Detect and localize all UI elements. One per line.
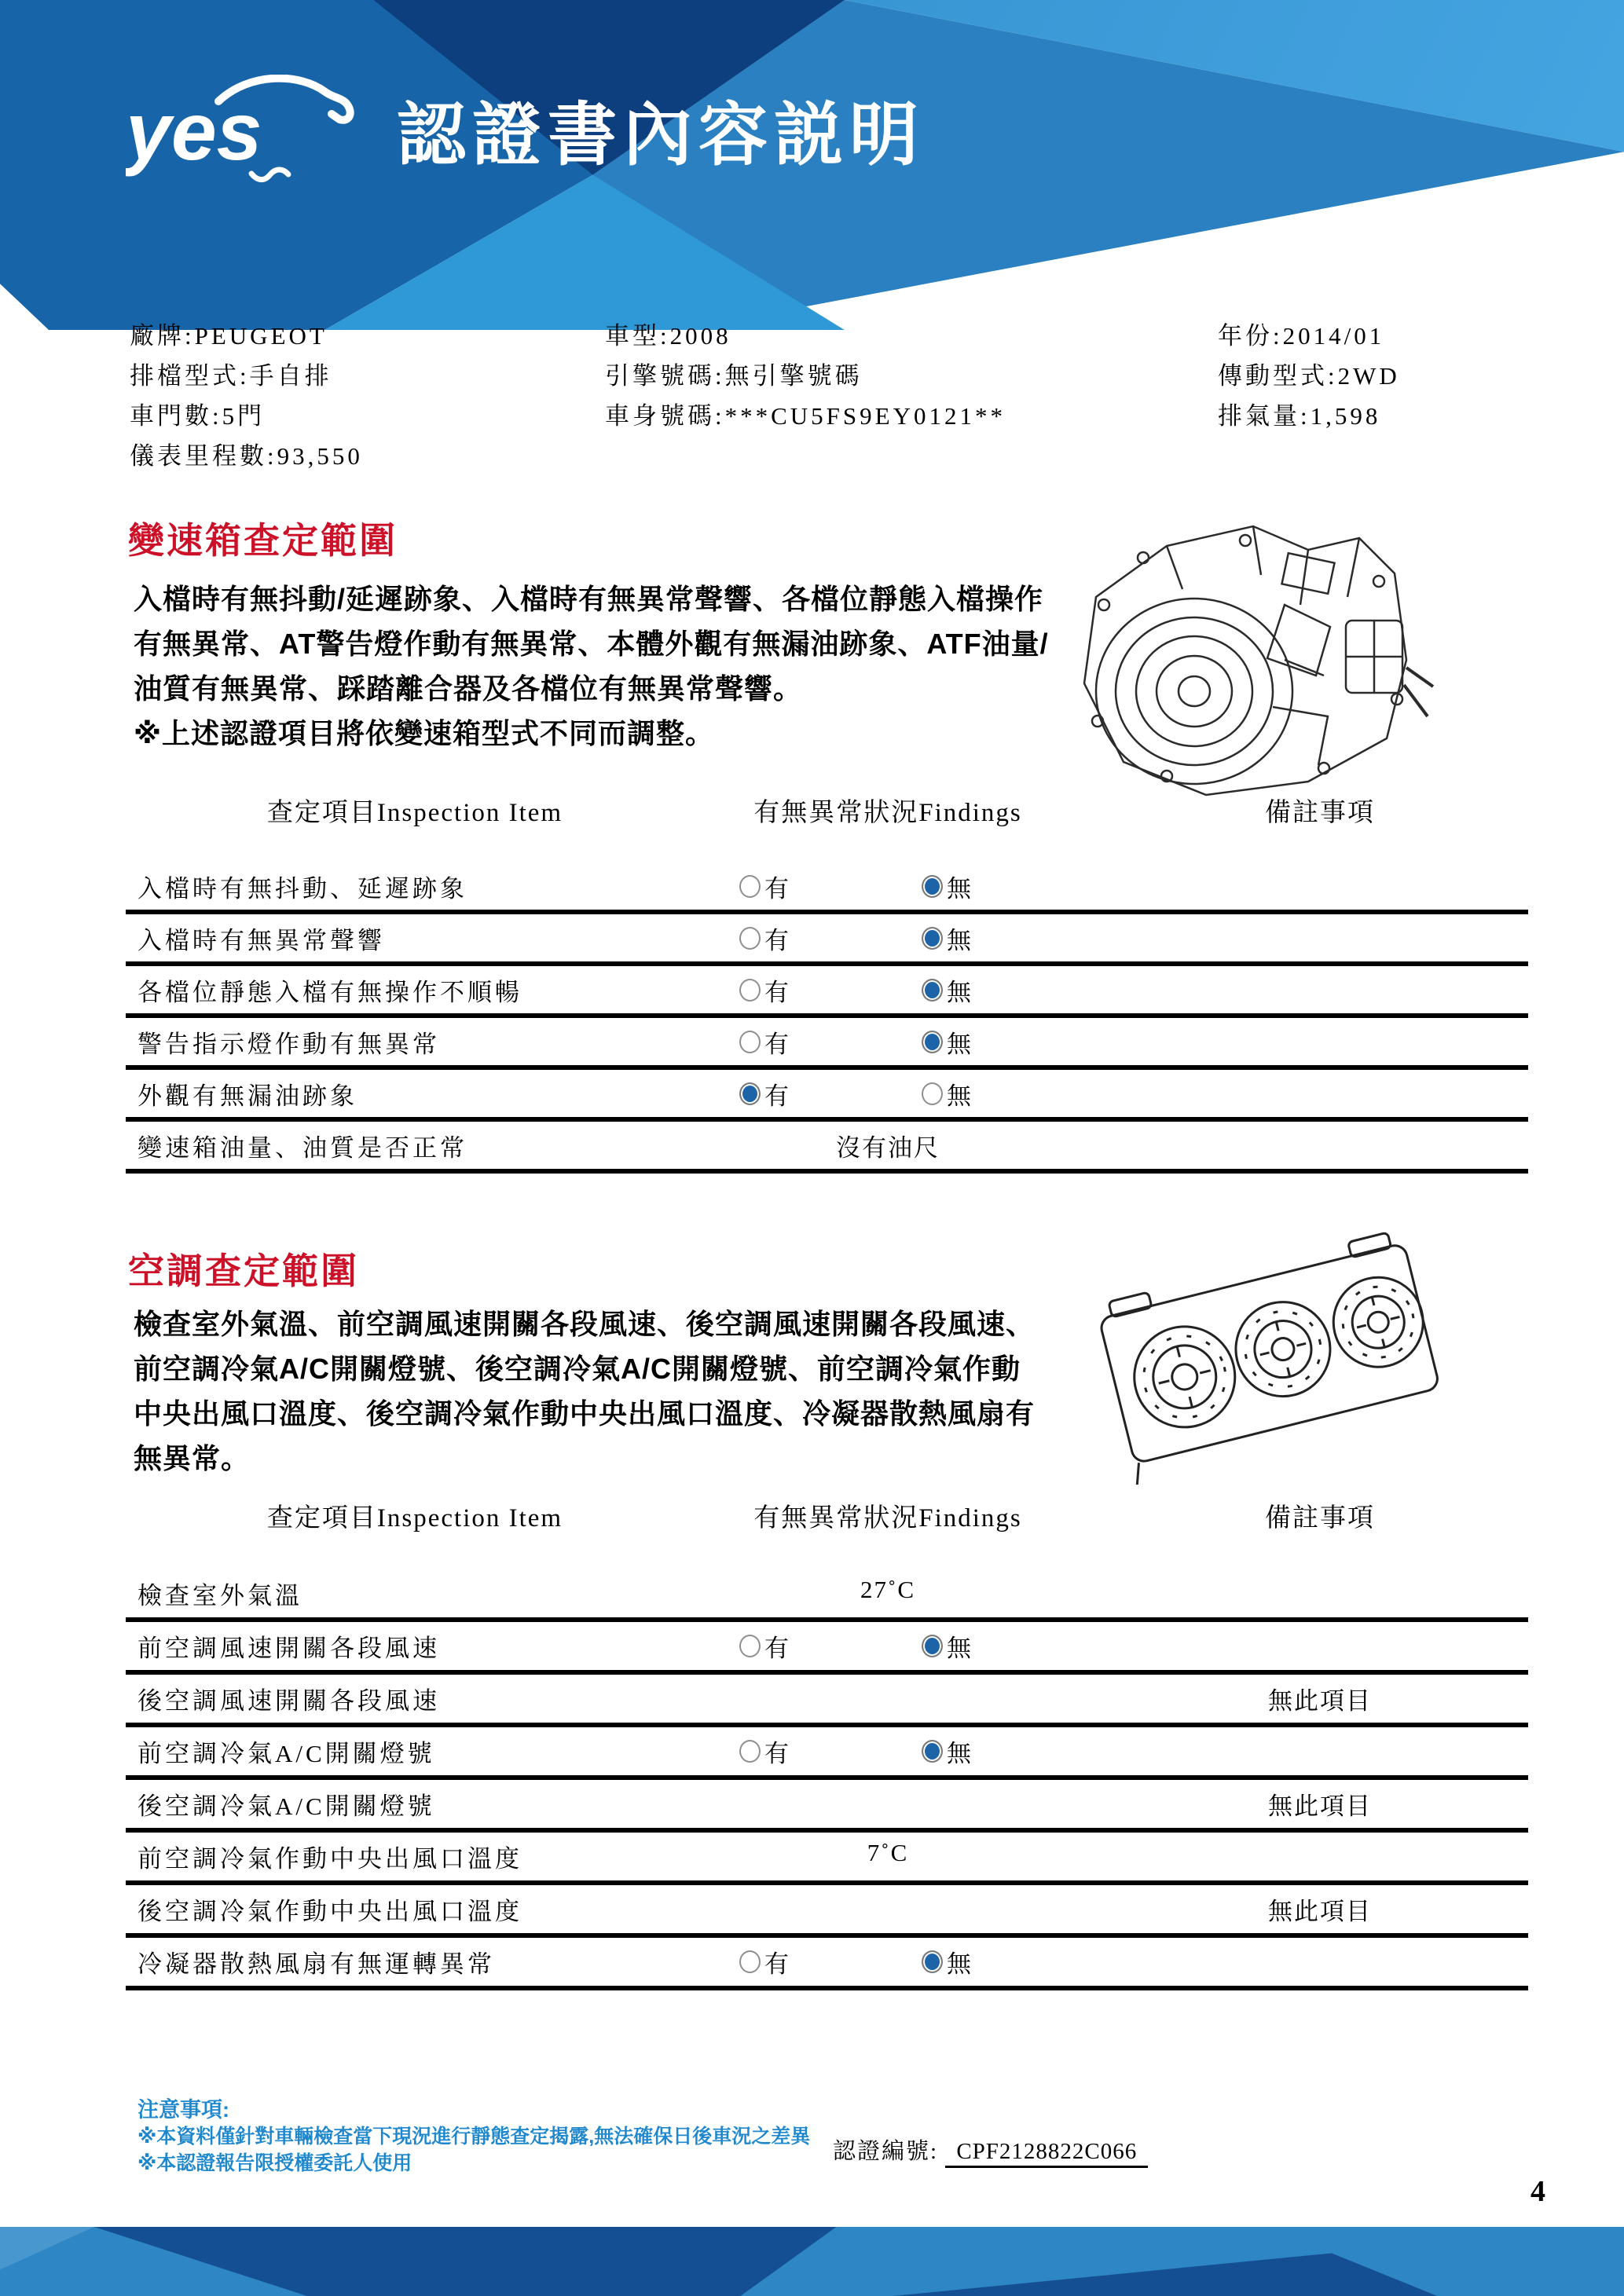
radio-option-no[interactable] (922, 921, 971, 956)
radio-no-label: 無 (947, 1740, 971, 1767)
radio-yes[interactable] (739, 1635, 761, 1657)
finding-text: 沒有油尺 (836, 1134, 940, 1162)
radio-option-no[interactable] (922, 1076, 971, 1111)
page-number: 4 (1531, 2175, 1545, 2208)
row-divider (126, 1986, 1528, 1990)
certificate-number-value: CPF2128822C066 (945, 2139, 1148, 2168)
ac-panel-illustration (1092, 1218, 1446, 1489)
radio-option-yes[interactable] (739, 1734, 789, 1769)
radio-option-yes[interactable] (739, 921, 789, 956)
inspection-item-label: 後空調冷氣作動中央出風口溫度 (137, 1898, 522, 1925)
transmission-table (126, 862, 1528, 1174)
radio-yes[interactable] (739, 1740, 761, 1763)
radio-yes-label: 有 (764, 1082, 789, 1110)
table-row (126, 1675, 1528, 1727)
table-row (126, 966, 1528, 1018)
transmission-section-description (134, 577, 1049, 756)
radio-yes[interactable] (739, 979, 761, 1002)
info-engine-number: 引擎號碼:無引擎號碼 (605, 362, 863, 390)
page-title: 認證書內容説明 (397, 96, 926, 174)
table-row (126, 1070, 1528, 1122)
header-findings: 有無異常狀況Findings (753, 1504, 1022, 1532)
radio-yes-label: 有 (764, 927, 789, 954)
table-row (126, 1569, 1528, 1622)
radio-option-no[interactable] (922, 972, 971, 1008)
info-door-count: 車門數:5門 (130, 402, 266, 430)
radio-option-yes[interactable] (739, 1628, 789, 1664)
notice-title: 注意事項: (137, 2098, 229, 2122)
radio-option-no[interactable] (922, 1734, 971, 1769)
table-row (126, 1727, 1528, 1780)
radio-option-no[interactable] (922, 1024, 971, 1060)
info-brand: 廠牌:PEUGEOT (130, 322, 328, 350)
radio-no-label: 無 (947, 1950, 971, 1978)
radio-yes[interactable] (739, 927, 761, 950)
header-inspection-item: 查定項目Inspection Item (266, 799, 563, 827)
transmission-section-title: 變速箱查定範圍 (128, 520, 398, 561)
remark-text: 無此項目 (1268, 1898, 1372, 1925)
notice-block (137, 2093, 810, 2174)
inspection-item-label: 後空調風速開關各段風速 (137, 1687, 440, 1715)
radio-no[interactable] (922, 1082, 943, 1105)
radio-option-yes[interactable] (739, 972, 789, 1008)
description-line: 前空調冷氣A/C開關燈號、後空調冷氣A/C開關燈號、前空調冷氣作動 (134, 1353, 1021, 1385)
radio-no[interactable] (922, 1740, 943, 1763)
yes-logo (126, 75, 369, 185)
radio-no[interactable] (922, 927, 943, 950)
remark-text: 無此項目 (1268, 1687, 1372, 1715)
table-row (126, 1622, 1528, 1675)
table-row (126, 1780, 1528, 1833)
description-line: 入檔時有無抖動/延遲跡象、入檔時有無異常聲響、各檔位靜態入檔操作 (134, 583, 1044, 615)
notice-line: ※本認證報告限授權委託人使用 (137, 2152, 412, 2174)
radio-no-label: 無 (947, 1082, 971, 1110)
vehicle-info-col2 (605, 316, 1006, 436)
info-year: 年份:2014/01 (1218, 322, 1385, 350)
radio-yes-label: 有 (764, 979, 789, 1006)
inspection-item-label: 入檔時有無異常聲響 (137, 927, 385, 954)
info-model: 車型:2008 (605, 322, 731, 350)
header-remarks: 備註事項 (1265, 1504, 1375, 1532)
table-row (126, 914, 1528, 966)
info-odometer: 儀表里程數:93,550 (130, 442, 363, 470)
radio-no-label: 無 (947, 1635, 971, 1662)
inspection-item-label: 各檔位靜態入檔有無操作不順暢 (137, 979, 522, 1006)
row-divider (126, 1169, 1528, 1174)
radio-no-label: 無 (947, 979, 971, 1006)
header-remarks: 備註事項 (1265, 799, 1375, 827)
certificate-number-row (833, 2133, 1148, 2166)
radio-option-no[interactable] (922, 869, 971, 904)
radio-option-no[interactable] (922, 1944, 971, 1979)
inspection-item-label: 前空調冷氣作動中央出風口溫度 (137, 1845, 522, 1873)
radio-yes-label: 有 (764, 1950, 789, 1978)
radio-yes-label: 有 (764, 1740, 789, 1767)
table-row (126, 1018, 1528, 1070)
transmission-illustration (1049, 503, 1442, 821)
radio-no-label: 無 (947, 1031, 971, 1058)
ac-section-title: 空調查定範圍 (128, 1251, 359, 1291)
radio-yes[interactable] (739, 875, 761, 898)
table-row (126, 1122, 1528, 1174)
radio-yes[interactable] (739, 1031, 761, 1053)
vehicle-info-col3 (1218, 316, 1400, 436)
table-row (126, 1885, 1528, 1938)
inspection-item-label: 入檔時有無抖動、延遲跡象 (137, 875, 467, 903)
ac-table-header (126, 1497, 1528, 1552)
radio-yes-label: 有 (764, 1031, 789, 1058)
transmission-table-header (126, 792, 1528, 847)
remark-text: 無此項目 (1268, 1792, 1372, 1820)
ac-section-description (134, 1302, 1035, 1481)
description-line: 無異常。 (134, 1442, 251, 1474)
radio-yes-label: 有 (764, 875, 789, 903)
inspection-item-label: 前空調風速開關各段風速 (137, 1635, 440, 1662)
radio-no-label: 無 (947, 875, 971, 903)
description-line: 有無異常、AT警告燈作動有無異常、本體外觀有無漏油跡象、ATF油量/ (134, 628, 1049, 660)
description-line: 油質有無異常、踩踏離合器及各檔位有無異常聲響。 (134, 672, 803, 705)
header-findings: 有無異常狀況Findings (753, 799, 1022, 827)
header-inspection-item: 查定項目Inspection Item (266, 1504, 563, 1532)
page-header-banner (0, 0, 1624, 330)
table-row (126, 1938, 1528, 1990)
radio-option-yes[interactable] (739, 869, 789, 904)
radio-yes[interactable] (739, 1950, 761, 1973)
table-row (126, 1833, 1528, 1885)
radio-no[interactable] (922, 1950, 943, 1973)
info-displacement: 排氣量:1,598 (1218, 402, 1381, 430)
radio-no[interactable] (922, 1031, 943, 1053)
inspection-item-label: 外觀有無漏油跡象 (137, 1082, 357, 1110)
radio-no[interactable] (922, 875, 943, 898)
radio-no[interactable] (922, 979, 943, 1002)
radio-no[interactable] (922, 1635, 943, 1657)
vehicle-info-col1 (130, 316, 363, 476)
info-gearbox-type: 排檔型式:手自排 (130, 362, 332, 390)
inspection-item-label: 檢查室外氣溫 (137, 1582, 302, 1609)
certificate-number-label: 認證編號: (833, 2139, 939, 2164)
radio-option-yes[interactable] (739, 1076, 789, 1111)
radio-option-yes[interactable] (739, 1944, 789, 1979)
description-line: 中央出風口溫度、後空調冷氣作動中央出風口溫度、冷凝器散熱風扇有 (134, 1397, 1036, 1430)
radio-option-yes[interactable] (739, 1024, 789, 1060)
ac-table (126, 1569, 1528, 1990)
inspection-item-label: 警告指示燈作動有無異常 (137, 1031, 440, 1058)
info-drivetrain: 傳動型式:2WD (1218, 362, 1400, 390)
yes-logo-text: yes (126, 86, 262, 178)
radio-yes[interactable] (739, 1082, 761, 1105)
page-footer-band (0, 2227, 1624, 2296)
description-line: 檢查室外氣溫、前空調風速開關各段風速、後空調風速開關各段風速、 (134, 1308, 1036, 1340)
description-line: ※上述認證項目將依變速箱型式不同而調整。 (134, 717, 714, 749)
finding-text: 27˚C (860, 1576, 915, 1603)
finding-text: 7˚C (867, 1839, 909, 1866)
info-vin: 車身號碼:***CU5FS9EY0121** (605, 402, 1006, 430)
inspection-item-label: 變速箱油量、油質是否正常 (137, 1134, 467, 1162)
radio-option-no[interactable] (922, 1628, 971, 1664)
inspection-item-label: 冷凝器散熱風扇有無運轉異常 (137, 1950, 495, 1978)
inspection-item-label: 後空調冷氣A/C開關燈號 (137, 1792, 435, 1820)
inspection-item-label: 前空調冷氣A/C開關燈號 (137, 1740, 435, 1767)
radio-yes-label: 有 (764, 1635, 789, 1662)
table-row (126, 862, 1528, 914)
notice-line: ※本資料僅針對車輛檢查當下現況進行靜態查定揭露,無法確保日後車況之差異 (137, 2126, 811, 2148)
radio-no-label: 無 (947, 927, 971, 954)
